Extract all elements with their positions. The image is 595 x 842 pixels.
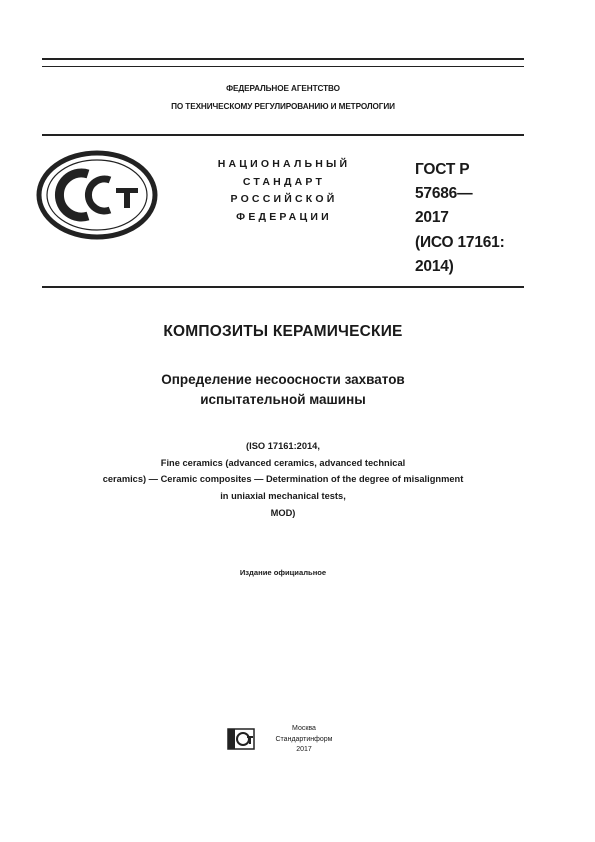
- designation-line: ГОСТ Р: [415, 161, 470, 178]
- standard-type: [194, 156, 374, 226]
- designation-line: 2017: [415, 209, 449, 227]
- header-rule: [42, 134, 524, 136]
- iso-reference-line: ceramics) — Ceramic composites — Determination of the degree of misalignment: [102, 474, 464, 485]
- section-rule: [42, 286, 524, 288]
- subtitle-line: испытательной машины: [200, 391, 366, 407]
- publisher-name: Стандартинформ: [275, 735, 333, 743]
- standard-type-line: НАЦИОНАЛЬНЫЙ: [217, 158, 351, 170]
- designation-line: (ИСО 17161:: [415, 233, 505, 251]
- iso-reference-line: (ISO 17161:2014,: [246, 441, 320, 451]
- publisher-year: 2017: [296, 746, 312, 753]
- top-rule: [42, 58, 524, 60]
- standard-type-line: ФЕДЕРАЦИИ: [236, 210, 332, 223]
- publisher-info: [262, 724, 346, 756]
- agency-line-1: ФЕДЕРАЛЬНОЕ АГЕНТСТВО: [226, 84, 340, 93]
- edition-label: Издание официальное: [239, 568, 327, 577]
- iso-reference-line: Fine ceramics (advanced ceramics, advanced technical: [160, 457, 406, 468]
- rst-certification-mark-icon: [36, 150, 158, 240]
- designation-line: 57686—: [415, 185, 473, 203]
- iso-reference-line: MOD): [270, 507, 296, 518]
- publisher-city: Москва: [292, 725, 316, 732]
- top-thin-rule: [42, 66, 524, 67]
- standartinform-logo-icon: [227, 728, 255, 750]
- document-subtitle: [42, 370, 524, 409]
- iso-reference: [42, 438, 524, 522]
- standard-type-line: СТАНДАРТ: [242, 175, 326, 188]
- standard-type-line: РОССИЙСКОЙ: [230, 193, 338, 205]
- document-title: КОМПОЗИТЫ КЕРАМИЧЕСКИЕ: [163, 323, 403, 340]
- designation-line: 2014): [415, 257, 454, 275]
- iso-reference-line: in uniaxial mechanical tests,: [220, 491, 346, 502]
- agency-line-2: ПО ТЕХНИЧЕСКОМУ РЕГУЛИРОВАНИЮ И МЕТРОЛОГИИ: [171, 102, 395, 111]
- subtitle-line: Определение несоосности захватов: [161, 372, 405, 387]
- standard-designation: [415, 158, 530, 279]
